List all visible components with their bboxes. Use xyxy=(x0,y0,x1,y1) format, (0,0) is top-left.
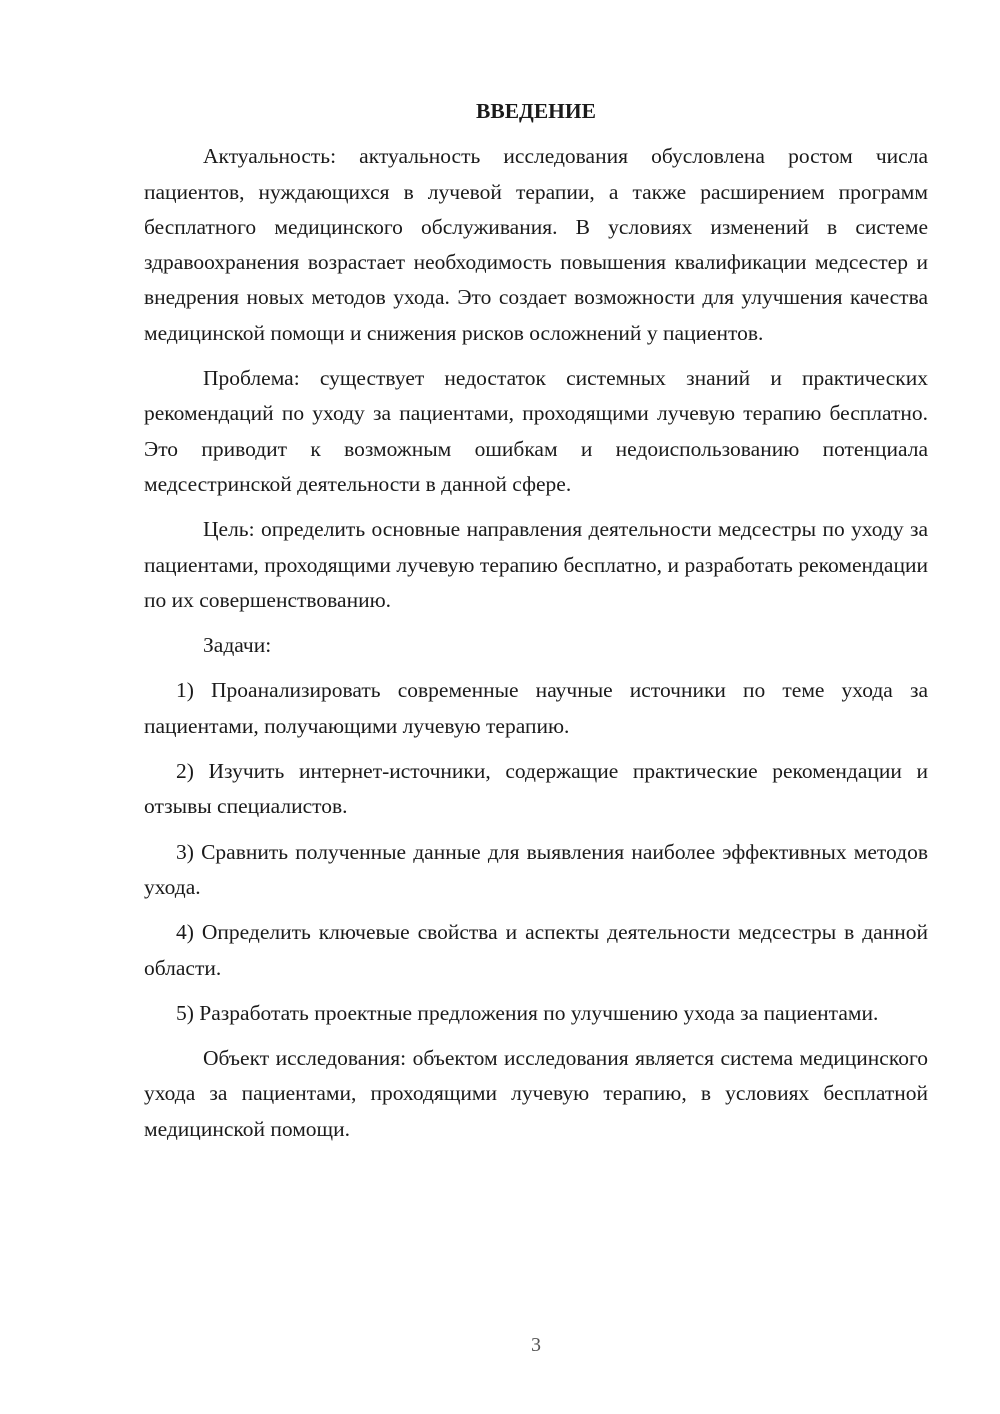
goal-paragraph: Цель: определить основные направления деятельности медсестры по уходу за пациентами, проходящими лучевую терапию бесплатно, и разработать рекомендации по их совершенствованию. xyxy=(144,517,928,612)
relevance-paragraph: Актуальность: актуальность исследования обусловлена ростом числа пациентов, нуждающихся в лучевой терапии, а также расширением программ бесплатного медицинского обслуживания. В условиях изменений в системе здравоохранения возрастает необходимость повышения квалификации медсестер и внедрения новых методов ухода. Это создает возможности для улучшения качества медицинской помощи и снижения рисков осложнений у пациентов. xyxy=(144,144,928,345)
task-item: 5) Разработать проектные предложения по улучшению ухода за пациентами. xyxy=(176,1000,879,1025)
task-item: 1) Проанализировать современные научные источники по теме ухода за пациентами, получающими лучевую терапию. xyxy=(144,678,928,738)
task-item: 2) Изучить интернет-источники, содержащие практические рекомендации и отзывы специалистов. xyxy=(144,759,928,819)
page-number: 3 xyxy=(531,1334,541,1356)
task-item: 4) Определить ключевые свойства и аспекты деятельности медсестры в данной области. xyxy=(144,920,928,980)
object-paragraph: Объект исследования: объектом исследования является система медицинского ухода за пациентами, проходящими лучевую терапию, в условиях бесплатной медицинской помощи. xyxy=(144,1046,928,1141)
problem-paragraph: Проблема: существует недостаток системных знаний и практических рекомендаций по уходу за пациентами, проходящими лучевую терапию бесплатно. Это приводит к возможным ошибкам и недоиспользованию потенциала медсестринской деятельности в данной сфере. xyxy=(144,366,928,496)
task-item: 3) Сравнить полученные данные для выявления наиболее эффективных методов ухода. xyxy=(144,839,928,899)
page-content xyxy=(144,94,928,1157)
section-title: ВВЕДЕНИЕ xyxy=(476,99,596,123)
tasks-heading: Задачи: xyxy=(203,633,272,658)
